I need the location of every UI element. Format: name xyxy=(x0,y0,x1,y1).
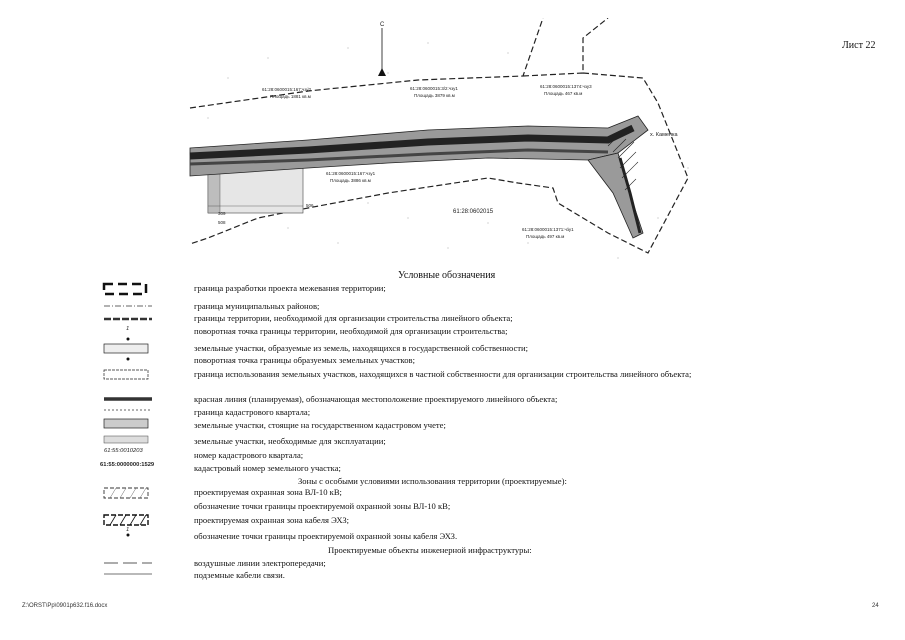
quarter-number: 61:28:0602015 xyxy=(453,209,494,215)
parcel-label: 61:28:0600015:3/2:чзу1 xyxy=(410,86,458,91)
parcel-area: Площадь 3879 кв.м xyxy=(414,93,455,98)
legend-item: проектируемая охранная зона ВЛ-10 кВ; xyxy=(194,487,342,497)
file-path: Z:\ORST\Pp\0901p632.f16.docx xyxy=(22,603,108,609)
branch-corridor xyxy=(588,153,643,238)
vl10-zone-symbol xyxy=(104,488,148,498)
legend-item: границы территории, необходимой для организации строительства линейного объекта; xyxy=(194,313,513,323)
north-arrow xyxy=(378,22,386,76)
point-label: 508 xyxy=(218,220,226,225)
legend-item: земельные участки, стоящие на государственном кадастровом учете; xyxy=(194,420,446,430)
existing-parcel xyxy=(208,168,303,213)
formed-parcel-symbol xyxy=(104,344,148,353)
parcel-area: Площадь 497 кв.м xyxy=(526,234,565,239)
legend-item: подземные кабели связи. xyxy=(194,570,285,580)
legend-item: кадастровый номер земельного участка; xyxy=(194,463,341,473)
point-label: 506 xyxy=(306,203,314,208)
legend-item: граница муниципальных районов; xyxy=(194,301,320,311)
turning-point-symbol xyxy=(127,338,130,341)
legend-item: земельные участки, образуемые из земель, находящихся в государственной собственности; xyxy=(194,343,529,353)
parcel-area: Площадь 467 кв.м xyxy=(544,91,583,96)
quarter-number-sample: 61:55:0010203 xyxy=(104,448,143,454)
parcel-label: 61:28:0600015:1374:чзу3 xyxy=(540,84,592,89)
legend-item: воздушные линии электропередачи; xyxy=(194,558,326,568)
sheet-label: Лист 22 xyxy=(842,40,876,51)
point-number: 1 xyxy=(126,326,130,332)
parcel-area: Площадь 3886 кв.м xyxy=(330,178,371,183)
infra-title: Проектируемые объекты инженерной инфраструктуры: xyxy=(328,545,532,555)
legend-item: граница разработки проекта межевания территории; xyxy=(194,283,386,293)
exploitation-parcel-symbol xyxy=(104,436,148,443)
legend-item: поворотная точка границы территории, необходимой для организации строительства; xyxy=(194,326,508,336)
legend-item: красная линия (планируемая), обозначающая местоположение проектируемого линейного объекта; xyxy=(194,394,558,404)
zones-title: Зоны с особыми условиями использования территории (проектируемые): xyxy=(298,476,567,486)
point-number: 1 xyxy=(126,527,130,533)
legend-item: обозначение точки границы проектируемой охранной зоны кабеля ЭХЗ. xyxy=(194,531,458,541)
legend-item: проектируемая охранная зона кабеля ЭХЗ; xyxy=(194,515,350,525)
parcel-area: Площадь 1881 кв.м xyxy=(270,94,311,99)
parcel-label: 61:28:0600015:167:чзу1 xyxy=(326,171,376,176)
legend-item: поворотная точка границы образуемых земельных участков; xyxy=(194,355,415,365)
page-number: 24 xyxy=(872,603,879,609)
point-label: 309 xyxy=(218,211,226,216)
private-use-symbol xyxy=(104,370,148,379)
parcel-number-sample: 61:55:0000000:1529 xyxy=(100,462,155,468)
legend-item: земельные участки, необходимые для эксплуатации; xyxy=(194,436,386,446)
registered-parcel-symbol xyxy=(104,419,148,428)
legend-item: номер кадастрового квартала; xyxy=(194,450,304,460)
legend-item: граница использования земельных участков, находящихся в частной собственности для организации строительства линейного объекта; xyxy=(194,369,692,379)
north-label: С xyxy=(380,22,385,28)
legend-item: обозначение точки границы проектируемой охранной зоны ВЛ-10 кВ; xyxy=(194,501,451,511)
legend-item: граница кадастрового квартала; xyxy=(194,407,311,417)
site-plan-map xyxy=(188,18,708,268)
parcel-label: 61:28:0600015:167:чзу2 xyxy=(262,87,312,92)
legend-title: Условные обозначения xyxy=(398,270,496,281)
project-boundary-symbol xyxy=(104,284,146,294)
place-label: х. Каменка xyxy=(650,132,678,138)
parcel-label: 61:28:0600015:1371:чзу1 xyxy=(522,227,574,232)
